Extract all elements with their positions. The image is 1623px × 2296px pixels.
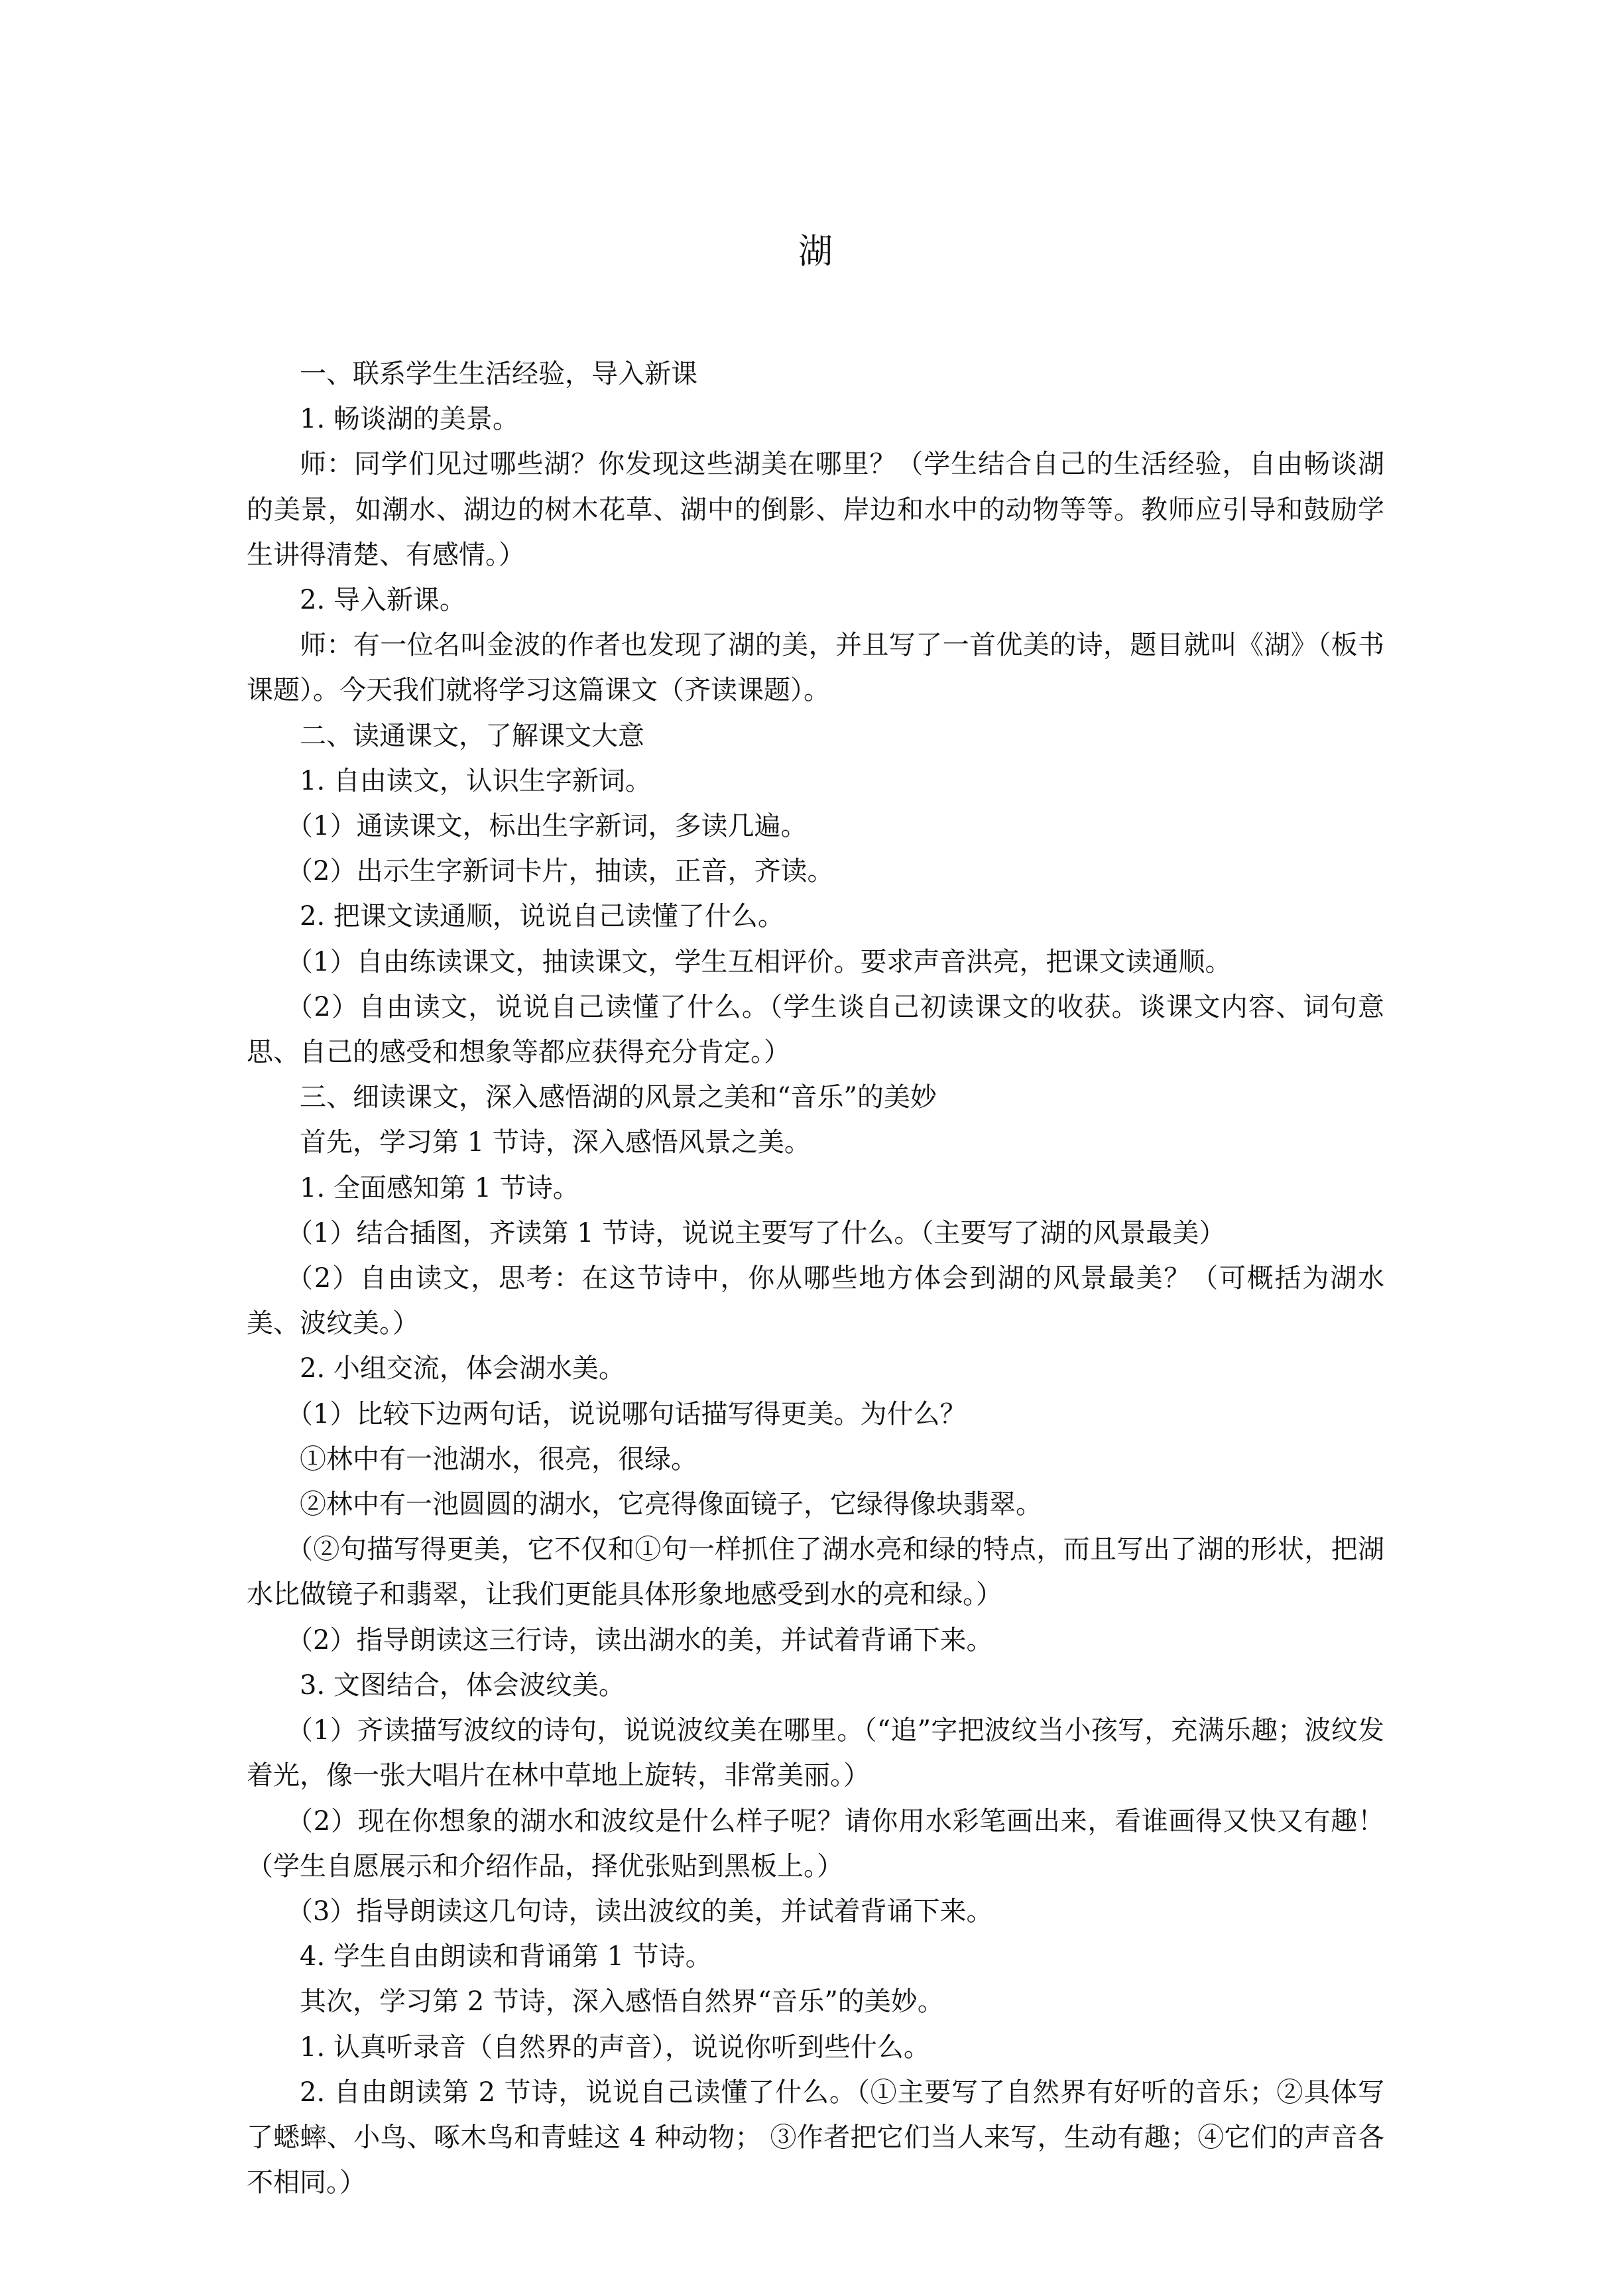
paragraph: 3. 文图结合，体会波纹美。 — [300, 1669, 625, 1701]
paragraph: （2）自由读文，说说自己读懂了什么。（学生谈自己初读课文的收获。谈课文内容、词句意思、自己的感受和想象等都应获得充分肯定。） — [247, 991, 1384, 1068]
paragraph: （2）自由读文，思考：在这节诗中，你从哪些地方体会到湖的风景最美？（可概括为湖水美、波纹美。） — [247, 1263, 1384, 1339]
paragraph: （2）指导朗读这三行诗，读出湖水的美，并试着背诵下来。 — [286, 1624, 993, 1656]
paragraph: 1. 畅谈湖的美景。 — [300, 404, 519, 435]
section-heading: 三、细读课文，深入感悟湖的风景之美和“音乐”的美妙 — [300, 1082, 937, 1113]
paragraph: （1）结合插图，齐读第 1 节诗，说说主要写了什么。（主要写了湖的风景最美） — [286, 1217, 1226, 1248]
paragraph: 首先，学习第 1 节诗，深入感悟风景之美。 — [300, 1127, 811, 1158]
paragraph: （1）通读课文，标出生字新词，多读几遍。 — [286, 811, 808, 842]
paragraph: （1）自由练读课文，抽读课文，学生互相评价。要求声音洪亮，把课文读通顺。 — [286, 946, 1232, 977]
paragraph: 4. 学生自由朗读和背诵第 1 节诗。 — [300, 1941, 712, 1972]
section-heading: 二、读通课文，了解课文大意 — [300, 720, 644, 751]
paragraph: 1. 自由读文，认识生字新词。 — [300, 765, 652, 796]
paragraph: 2. 导入新课。 — [300, 585, 466, 616]
paragraph: 2. 把课文读通顺，说说自己读懂了什么。 — [300, 901, 784, 932]
paragraph: 师：有一位名叫金波的作者也发现了湖的美，并且写了一首优美的诗，题目就叫《湖》（板书课题）。今天我们就将学习这篇课文（齐读课题）。 — [247, 630, 1384, 706]
paragraph: 师：同学们见过哪些湖？你发现这些湖美在哪里？（学生结合自己的生活经验，自由畅谈湖的美景，如潮水、湖边的树木花草、湖中的倒影、岸边和水中的动物等等。教师应引导和鼓励学生讲得清楚、有感情。） — [247, 449, 1384, 570]
paragraph: 1. 认真听录音（自然界的声音），说说你听到些什么。 — [300, 2031, 930, 2063]
section-heading: 一、联系学生生活经验，导入新课 — [300, 359, 697, 389]
paragraph: 1. 全面感知第 1 节诗。 — [300, 1172, 579, 1203]
paragraph: ②林中有一池圆圆的湖水，它亮得像面镜子，它绿得像块翡翠。 — [300, 1489, 1042, 1520]
paragraph: （②句描写得更美，它不仅和①句一样抓住了湖水亮和绿的特点，而且写出了湖的形状，把湖水比做镜子和翡翠，让我们更能具体形象地感受到水的亮和绿。） — [247, 1534, 1384, 1610]
document-page — [247, 199, 1384, 2205]
document-body — [247, 351, 1384, 2205]
paragraph: （1）比较下边两句话，说说哪句话描写得更美。为什么？ — [286, 1398, 967, 1429]
paragraph: 2. 小组交流，体会湖水美。 — [300, 1353, 625, 1384]
paragraph: 其次，学习第 2 节诗，深入感悟自然界“音乐”的美妙。 — [300, 1986, 944, 2018]
paragraph: （2）现在你想象的湖水和波纹是什么样子呢？请你用水彩笔画出来，看谁画得又快又有趣！（学生自愿展示和介绍作品，择优张贴到黑板上。） — [247, 1805, 1384, 1882]
paragraph: （1）齐读描写波纹的诗句，说说波纹美在哪里。（“追”字把波纹当小孩写，充满乐趣；波纹发着光，像一张大唱片在林中草地上旋转，非常美丽。） — [247, 1715, 1384, 1791]
paragraph: ①林中有一池湖水，很亮，很绿。 — [300, 1443, 697, 1475]
paragraph: （3）指导朗读这几句诗，读出波纹的美，并试着背诵下来。 — [286, 1896, 993, 1927]
paragraph: （2）出示生字新词卡片，抽读，正音，齐读。 — [286, 856, 834, 887]
paragraph: 2. 自由朗读第 2 节诗，说说自己读懂了什么。（①主要写了自然界有好听的音乐；②具体写了蟋蟀、小鸟、啄木鸟和青蛙这 4 种动物； ③作者把它们当人来写，生动有趣；④它们的声音各不相同。） — [247, 2077, 1384, 2199]
document-title: 湖 — [798, 232, 833, 272]
